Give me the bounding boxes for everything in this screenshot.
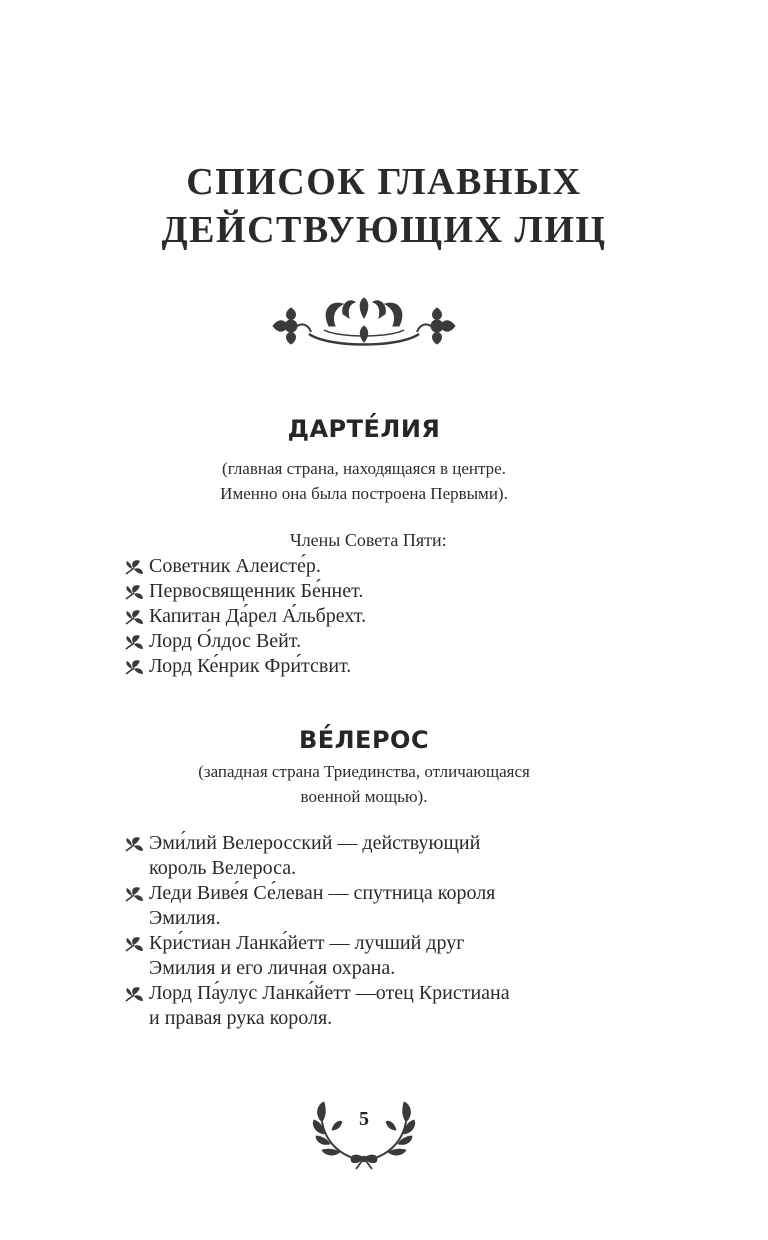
list-item [124,931,644,981]
floral-divider-icon [269,296,459,356]
list-item-line-2: Эмилия. [149,907,221,929]
list-item-line-2: Эмилия и его личная охрана. [149,957,396,979]
page-title-line-2: ДЕЙСТВУЮЩИХ ЛИЦ [161,209,607,251]
section-description-line-2: военной мощью). [300,787,428,806]
list-item [124,554,644,579]
list-item-text: Первосвященник Бе́ннет. [149,580,364,602]
leaf-bullet-icon [124,584,144,601]
leaf-bullet-icon [124,936,144,953]
page-number: 5 [359,1108,369,1130]
page-title-line-1: СПИСОК ГЛАВНЫХ [186,161,582,203]
list-item-line-2: и правая рука короля. [149,1007,333,1029]
list-item [124,629,644,654]
council-label: Члены Совета Пяти: [290,530,447,550]
list-item-line-1: Леди Виве́я Се́леван — спутница короля [149,882,496,904]
list-item-text: Советник Алеисте́р. [149,555,321,577]
list-item [124,981,644,1031]
dartelia-character-list [124,554,644,679]
leaf-bullet-icon [124,986,144,1003]
list-item [124,654,644,679]
list-item-line-2: король Велероса. [149,857,297,879]
leaf-bullet-icon [124,659,144,676]
list-item-line-1: Кри́стиан Ланка́йетт — лучший друг [149,932,465,954]
section-title-dartelia: ДАРТЕ́ЛИЯ [287,415,441,443]
list-item [124,881,644,931]
list-item-text: Капитан Да́рел А́льбрехт. [149,605,367,627]
section-description-line-1: (западная страна Триединства, отличающаяся [198,762,530,781]
leaf-bullet-icon [124,609,144,626]
leaf-bullet-icon [124,634,144,651]
leaf-bullet-icon [124,836,144,853]
leaf-bullet-icon [124,886,144,903]
leaf-bullet-icon [124,559,144,576]
list-item [124,831,644,881]
section-description-line-1: (главная страна, находящаяся в центре. [222,459,506,478]
list-item-text: Лорд Ке́нрик Фри́тсвит. [149,655,352,677]
list-item [124,604,644,629]
list-item-line-1: Эми́лий Велеросский — действующий [149,832,481,854]
list-item [124,579,644,604]
veleros-character-list [124,831,644,1031]
list-item-line-1: Лорд Па́улус Ланка́йетт —отец Кристиана [149,982,510,1004]
section-title-veleros: ВЕ́ЛЕРОС [298,726,430,754]
section-description-line-2: Именно она была построена Первыми). [220,484,508,503]
list-item-text: Лорд О́лдос Вейт. [149,630,302,652]
